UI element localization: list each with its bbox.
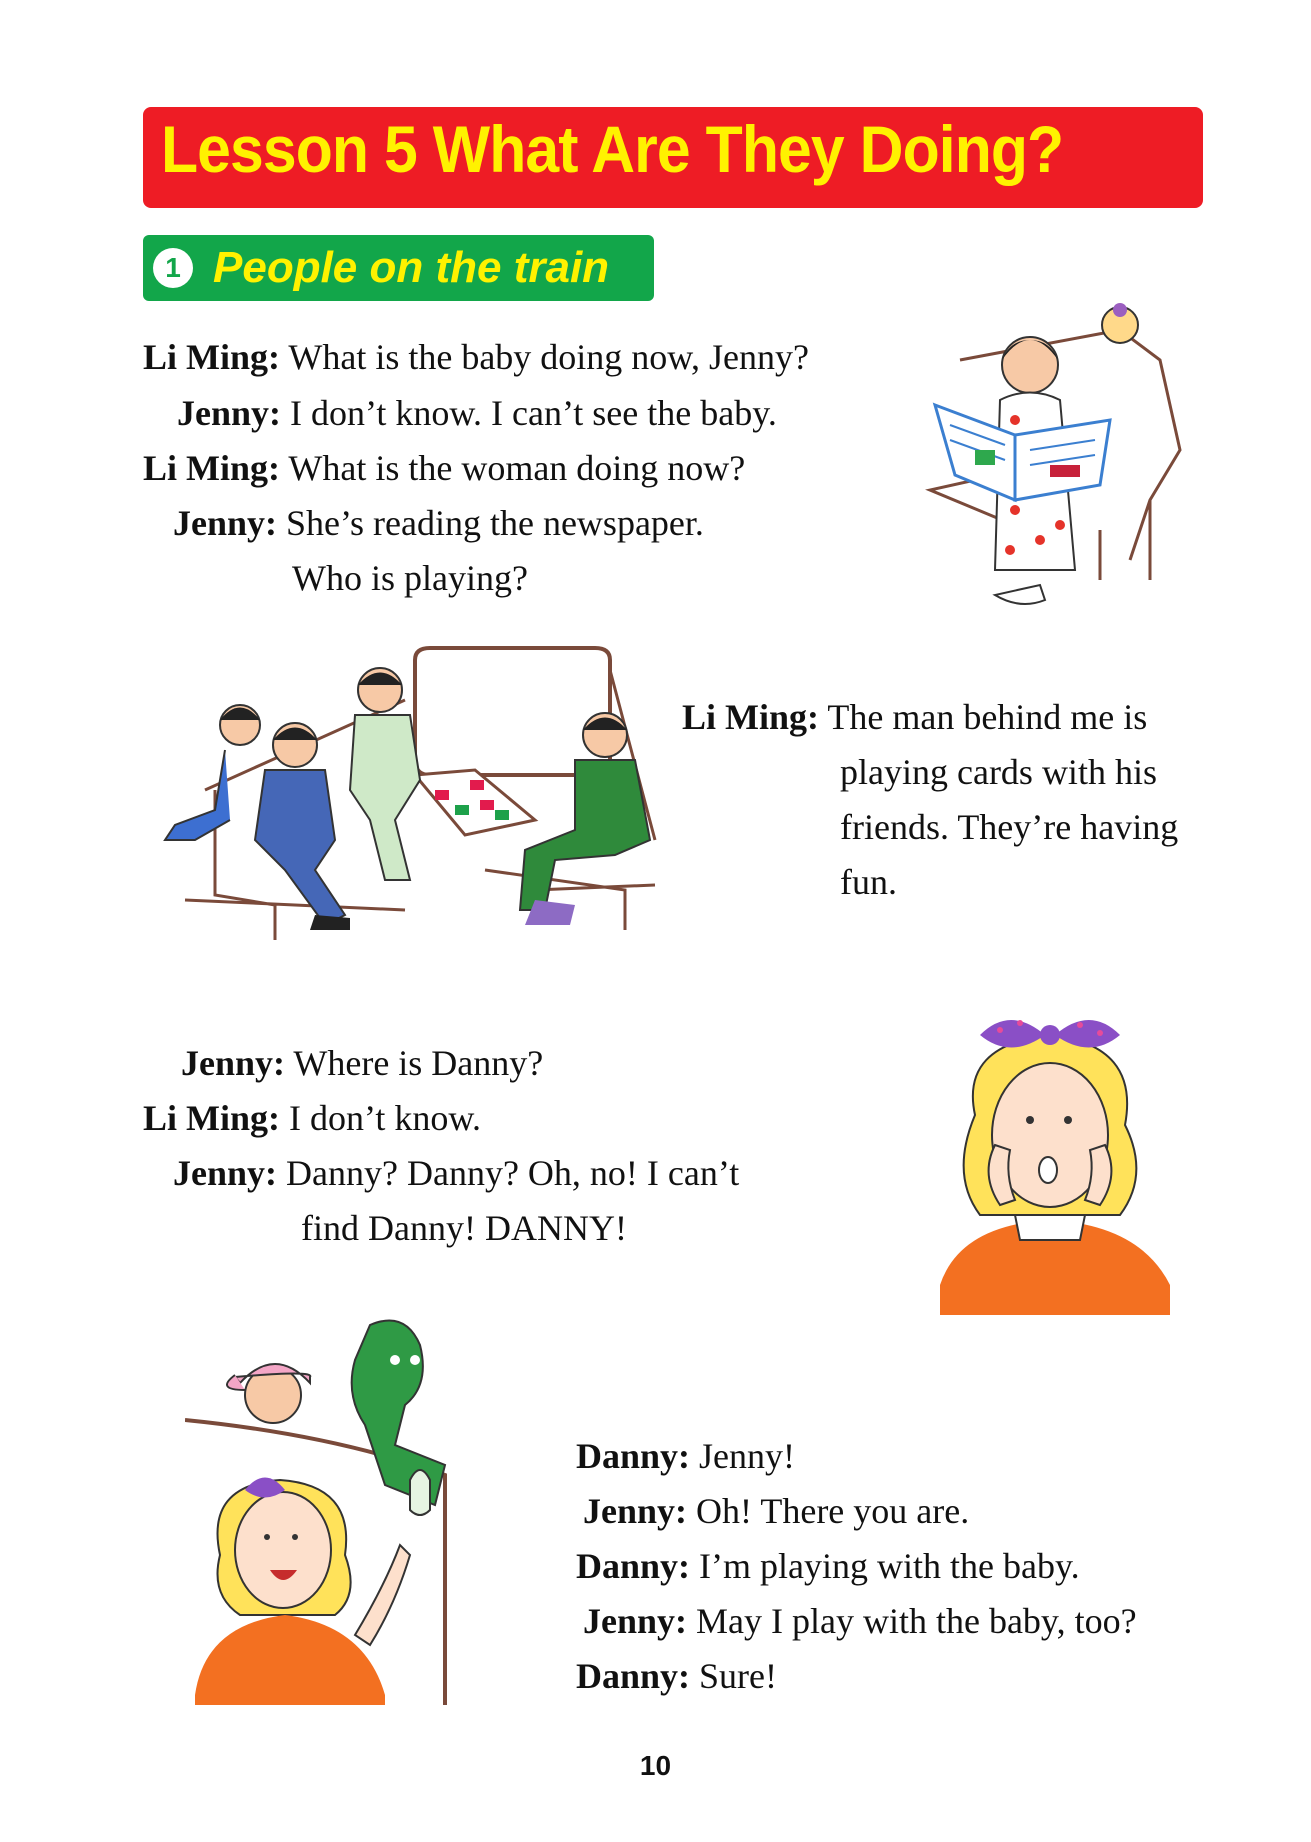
speaker-name: Jenny: — [583, 1601, 688, 1641]
speech-text: I don’t know. I can’t see the baby. — [290, 393, 777, 433]
page-number: 10 — [639, 1750, 672, 1781]
speech-text: playing cards with his — [840, 752, 1157, 792]
woman-reading-illustration — [900, 300, 1200, 630]
danny-and-jenny-illustration — [185, 1305, 485, 1705]
speech-text: Jenny! — [699, 1436, 796, 1476]
speaker-name: Danny: — [576, 1656, 691, 1696]
dialogue-line — [292, 556, 528, 600]
dialogue-line — [143, 335, 809, 379]
dialogue-line — [840, 750, 1157, 794]
speaker-name: Jenny: — [173, 503, 278, 543]
speaker-name: Danny: — [576, 1436, 691, 1476]
speech-text: Danny? Danny? Oh, no! I can’t — [286, 1153, 740, 1193]
dialogue-line — [143, 1096, 481, 1140]
speaker-name: Li Ming: — [143, 337, 281, 377]
speaker-name: Jenny: — [173, 1153, 278, 1193]
dialogue-line — [583, 1599, 1137, 1643]
dialogue-line — [583, 1489, 969, 1533]
speaker-name: Li Ming: — [143, 1098, 281, 1138]
section-number: 1 — [153, 248, 193, 288]
speech-text: I don’t know. — [289, 1098, 482, 1138]
speech-text: fun. — [840, 862, 897, 902]
speaker-name: Li Ming: — [143, 448, 281, 488]
dialogue-line — [173, 501, 704, 545]
speech-text: find Danny! DANNY! — [301, 1208, 627, 1248]
surprised-girl-illustration — [920, 1005, 1190, 1315]
speech-text: May I play with the baby, too? — [696, 1601, 1137, 1641]
speech-text: What is the woman doing now? — [288, 448, 746, 488]
lesson-title-banner — [143, 107, 1203, 208]
speaker-name: Li Ming: — [682, 697, 820, 737]
dialogue-line — [576, 1654, 777, 1698]
dialogue-line — [576, 1544, 1080, 1588]
speech-text: Sure! — [699, 1656, 778, 1696]
dialogue-line — [143, 446, 745, 490]
speech-text: What is the baby doing now, Jenny? — [288, 337, 809, 377]
dialogue-line — [301, 1206, 627, 1250]
dialogue-line — [682, 695, 1147, 739]
speaker-name: Jenny: — [177, 393, 282, 433]
dialogue-line — [181, 1041, 543, 1085]
dialogue-line — [177, 391, 777, 435]
speaker-name: Jenny: — [181, 1043, 286, 1083]
section-title: People on the train — [213, 243, 610, 292]
speech-text: friends. They’re having — [840, 807, 1179, 847]
speech-text: She’s reading the newspaper. — [286, 503, 704, 543]
section-tag — [143, 235, 654, 301]
speech-text: The man behind me is — [827, 697, 1148, 737]
dialogue-line — [840, 805, 1178, 849]
dialogue-line — [840, 860, 897, 904]
speech-text: Oh! There you are. — [696, 1491, 970, 1531]
speech-text: Where is Danny? — [293, 1043, 544, 1083]
dialogue-line — [173, 1151, 739, 1195]
speech-text: Who is playing? — [292, 558, 528, 598]
speaker-name: Jenny: — [583, 1491, 688, 1531]
card-players-illustration — [155, 640, 660, 955]
speech-text: I’m playing with the baby. — [699, 1546, 1080, 1586]
dialogue-line — [576, 1434, 795, 1478]
speaker-name: Danny: — [576, 1546, 691, 1586]
lesson-title: Lesson 5 What Are They Doing? — [161, 112, 1064, 186]
